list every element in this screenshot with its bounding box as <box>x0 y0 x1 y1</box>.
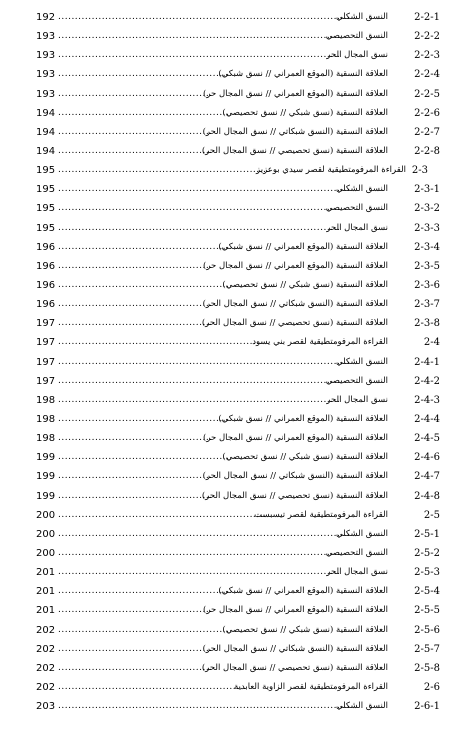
section-title: النسق التحصيصي <box>325 31 388 42</box>
toc-entry <box>0 161 450 180</box>
toc-entry <box>0 276 450 295</box>
toc-entry <box>0 429 450 448</box>
section-number: 2-2-1 <box>414 12 440 23</box>
toc-entry <box>0 104 450 123</box>
dot-leader: .............................................. <box>58 490 213 501</box>
table-of-contents <box>0 8 450 716</box>
section-number: 2-5-5 <box>414 605 440 617</box>
section-number: 2-5-7 <box>414 643 440 655</box>
page-number: 201 <box>36 567 56 579</box>
section-number: 2-3-2 <box>414 203 440 215</box>
dot-leader: .................................................... <box>58 107 233 118</box>
page-number: 200 <box>36 547 56 559</box>
toc-entry <box>0 295 450 314</box>
section-title: العلاقة النسقية (الموقع العمراني // نسق المجال حر) <box>203 260 388 271</box>
section-number: 2-4-8 <box>414 490 440 502</box>
page-number: 202 <box>36 643 56 655</box>
toc-entry <box>0 640 450 659</box>
page-number: 192 <box>36 12 56 23</box>
section-number: 2-2-5 <box>414 88 440 100</box>
page-number: 193 <box>36 69 56 81</box>
toc-entry <box>0 199 450 218</box>
toc-entry <box>0 525 450 544</box>
toc-entry <box>0 123 450 142</box>
toc-entry <box>0 180 450 199</box>
page-number: 203 <box>36 701 56 713</box>
dot-leader: .................................................... <box>58 452 233 463</box>
dot-leader: .............................................. <box>58 299 213 310</box>
page-number: 202 <box>36 624 56 636</box>
page-number: 195 <box>36 222 56 234</box>
toc-entry <box>0 353 450 372</box>
dot-leader: ............................................................. <box>58 337 264 348</box>
page-number: 196 <box>36 279 56 291</box>
page-number: 196 <box>36 260 56 272</box>
page-number: 194 <box>36 126 56 138</box>
page-number: 195 <box>36 165 56 177</box>
dot-leader: .................................................................................... <box>58 394 341 405</box>
toc-entry <box>0 582 450 601</box>
section-title: النسق الشكلي <box>335 184 388 195</box>
toc-entry <box>0 410 450 429</box>
dot-leader: ................................................... <box>58 413 230 424</box>
section-title: نسق المجال الحر <box>326 222 388 233</box>
section-title: النسق الشكلي <box>335 701 388 712</box>
dot-leader: .............................................. <box>58 318 213 329</box>
dot-leader: .............................................. <box>58 433 213 444</box>
section-title: العلاقة النسقية (النسق شبكاتي // نسق المجال الحر) <box>202 299 388 310</box>
dot-leader: .................................................................................... <box>58 203 341 214</box>
section-number: 2-5 <box>423 509 440 521</box>
section-title: النسق الشكلي <box>335 12 388 22</box>
section-number: 2-5-4 <box>414 586 440 598</box>
section-number: 2-3-4 <box>414 241 440 253</box>
section-number: 2-2-3 <box>414 50 440 62</box>
section-number: 2-3-5 <box>414 260 440 272</box>
toc-entry <box>0 65 450 84</box>
section-title: النسق الشكلي <box>335 356 388 367</box>
toc-entry <box>0 85 450 104</box>
section-title: العلاقة النسقية (نسق تحصيصي // نسق المجال الحر) <box>201 662 388 673</box>
dot-leader: ....................................................................................... <box>58 356 351 367</box>
toc-entry <box>0 697 450 716</box>
dot-leader: .................................................................................... <box>58 50 341 61</box>
page-number: 193 <box>36 31 56 43</box>
dot-leader: .............................................. <box>58 605 213 616</box>
section-title: العلاقة النسقية (نسق شبكي // نسق تحصيصي) <box>222 624 388 635</box>
dot-leader: .................................................................................... <box>58 222 341 233</box>
page-number: 202 <box>36 681 56 693</box>
dot-leader: .............................................. <box>58 126 213 137</box>
page-number: 200 <box>36 509 56 521</box>
section-number: 2-2-6 <box>414 107 440 119</box>
section-title: العلاقة النسقية (الموقع العمراني // نسق شبكي) <box>218 69 388 80</box>
section-number: 2-5-1 <box>414 528 440 540</box>
toc-entry <box>0 27 450 46</box>
section-title: العلاقة النسقية (النسق شبكاتي // نسق المجال الحر) <box>202 643 388 654</box>
dot-leader: ............................................................... <box>58 165 270 176</box>
toc-entry <box>0 487 450 506</box>
section-title: العلاقة النسقية (النسق شبكاتي // نسق المجال الحر) <box>202 471 388 482</box>
section-number: 2-5-6 <box>414 624 440 636</box>
section-title: العلاقة النسقية (نسق تحصيصي // نسق المجال الحر) <box>201 145 388 156</box>
section-title: العلاقة النسقية (الموقع العمراني // نسق شبكي) <box>218 413 388 424</box>
page-number: 202 <box>36 662 56 674</box>
section-number: 2-4-7 <box>414 471 440 483</box>
page-number: 196 <box>36 299 56 311</box>
section-number: 2-4-5 <box>414 433 440 445</box>
dot-leader: .................................................... <box>58 624 233 635</box>
toc-entry <box>0 257 450 276</box>
section-number: 2-3-8 <box>414 318 440 330</box>
section-number: 2-5-2 <box>414 547 440 559</box>
section-title: القراءة المرفومتطيقية لقصر تيسبست <box>254 509 388 520</box>
section-number: 2-2-8 <box>414 145 440 157</box>
page-number: 193 <box>36 88 56 100</box>
section-title: العلاقة النسقية (النسق شبكاتي // نسق المجال الحر) <box>202 126 388 137</box>
page-number: 201 <box>36 586 56 598</box>
section-number: 2-6-1 <box>414 701 440 713</box>
dot-leader: ....................................................................................... <box>58 184 351 195</box>
section-title: العلاقة النسقية (نسق تحصيصي // نسق المجال الحر) <box>201 318 388 329</box>
dot-leader: .............................................. <box>58 471 213 482</box>
section-number: 2-4-2 <box>414 375 440 387</box>
section-number: 2-4-4 <box>414 413 440 425</box>
dot-leader: .............................................. <box>58 145 213 156</box>
section-title: النسق التحصيصي <box>325 203 388 214</box>
section-number: 2-5-3 <box>414 567 440 579</box>
section-number: 2-4-3 <box>414 394 440 406</box>
dot-leader: ....................................................................................... <box>58 701 351 712</box>
page-number: 199 <box>36 490 56 502</box>
section-title: العلاقة النسقية (الموقع العمراني // نسق المجال حر) <box>203 433 388 444</box>
dot-leader: .............................................. <box>58 260 213 271</box>
section-title: العلاقة النسقية (نسق شبكي // نسق تحصيصي) <box>222 279 388 290</box>
page-number: 194 <box>36 107 56 119</box>
page-number: 198 <box>36 433 56 445</box>
toc-entry <box>0 8 450 27</box>
section-title: العلاقة النسقية (الموقع العمراني // نسق المجال حر) <box>203 88 388 99</box>
dot-leader: .................................................................................... <box>58 567 341 578</box>
toc-entry <box>0 467 450 486</box>
section-number: 2-3-6 <box>414 279 440 291</box>
section-title: القراءة المرفومتطيقية لقصر سيدي بوعزيز <box>256 165 406 176</box>
page-number: 197 <box>36 375 56 387</box>
toc-entry <box>0 448 450 467</box>
dot-leader: .............................................. <box>58 662 213 673</box>
section-number: 2-3-3 <box>414 222 440 234</box>
section-title: العلاقة النسقية (نسق شبكي // نسق تحصيصي) <box>222 107 388 118</box>
toc-entry <box>0 391 450 410</box>
page-number: 194 <box>36 145 56 157</box>
toc-entry <box>0 506 450 525</box>
page-number: 197 <box>36 337 56 349</box>
toc-entry <box>0 544 450 563</box>
page-number: 198 <box>36 394 56 406</box>
section-number: 2-3-7 <box>414 299 440 311</box>
toc-entry <box>0 563 450 582</box>
dot-leader: ................................................... <box>58 241 230 252</box>
toc-entry <box>0 238 450 257</box>
section-number: 2-4-1 <box>414 356 440 368</box>
section-title: النسق التحصيصي <box>325 547 388 558</box>
page-number: 197 <box>36 318 56 330</box>
toc-entry <box>0 314 450 333</box>
page-number: 196 <box>36 241 56 253</box>
dot-leader: .................................................................................... <box>58 375 341 386</box>
section-title: العلاقة النسقية (نسق شبكي // نسق تحصيصي) <box>222 452 388 463</box>
section-number: 2-3-1 <box>414 184 440 196</box>
dot-leader: .............................................. <box>58 88 213 99</box>
section-number: 2-5-8 <box>414 662 440 674</box>
section-title: العلاقة النسقية (الموقع العمراني // نسق شبكي) <box>218 586 388 597</box>
toc-entry <box>0 659 450 678</box>
dot-leader: .............................................. <box>58 643 213 654</box>
toc-entry <box>0 621 450 640</box>
section-title: القراءة المرفومتطيقية لقصر بني يسود <box>252 337 388 348</box>
section-number: 2-4-6 <box>414 452 440 464</box>
section-title: العلاقة النسقية (الموقع العمراني // نسق المجال حر) <box>203 605 388 616</box>
section-number: 2-2-7 <box>414 126 440 138</box>
toc-entry <box>0 142 450 161</box>
section-number: 2-6 <box>423 681 440 693</box>
section-title: النسق التحصيصي <box>325 375 388 386</box>
page-number: 200 <box>36 528 56 540</box>
dot-leader: .................................................... <box>58 279 233 290</box>
dot-leader: ........................................................ <box>58 681 247 692</box>
dot-leader: .................................................................................... <box>58 547 341 558</box>
toc-entry <box>0 678 450 697</box>
section-number: 2-2-4 <box>414 69 440 81</box>
section-title: نسق المجال الحر <box>326 50 388 61</box>
toc-entry <box>0 333 450 352</box>
section-title: العلاقة النسقية (الموقع العمراني // نسق شبكي) <box>218 241 388 252</box>
page-number: 193 <box>36 50 56 62</box>
page-number: 195 <box>36 184 56 196</box>
section-number: 2-3 <box>411 165 428 177</box>
page-number: 198 <box>36 413 56 425</box>
page-number: 197 <box>36 356 56 368</box>
section-title: القراءة المرفومتطيقية لقصر الزاوية العابدية <box>233 681 388 692</box>
page-number: 199 <box>36 452 56 464</box>
dot-leader: ................................................... <box>58 69 230 80</box>
toc-entry <box>0 601 450 620</box>
page-number: 195 <box>36 203 56 215</box>
dot-leader: ....................................................................................... <box>58 528 351 539</box>
toc-entry <box>0 372 450 391</box>
toc-entry <box>0 219 450 238</box>
page-number: 201 <box>36 605 56 617</box>
toc-entry <box>0 46 450 65</box>
dot-leader: ....................................................................................... <box>58 12 351 22</box>
section-title: نسق المجال الحر <box>326 567 388 578</box>
section-number: 2-4 <box>423 337 440 349</box>
dot-leader: .................................................................................... <box>58 31 341 42</box>
section-number: 2-2-2 <box>414 31 440 43</box>
page-number: 199 <box>36 471 56 483</box>
section-title: نسق المجال الحر <box>326 394 388 405</box>
dot-leader: ................................................... <box>58 586 230 597</box>
section-title: النسق الشكلي <box>335 528 388 539</box>
dot-leader: .............................................................. <box>58 509 267 520</box>
section-title: العلاقة النسقية (نسق تحصيصي // نسق المجال الحر) <box>201 490 388 501</box>
